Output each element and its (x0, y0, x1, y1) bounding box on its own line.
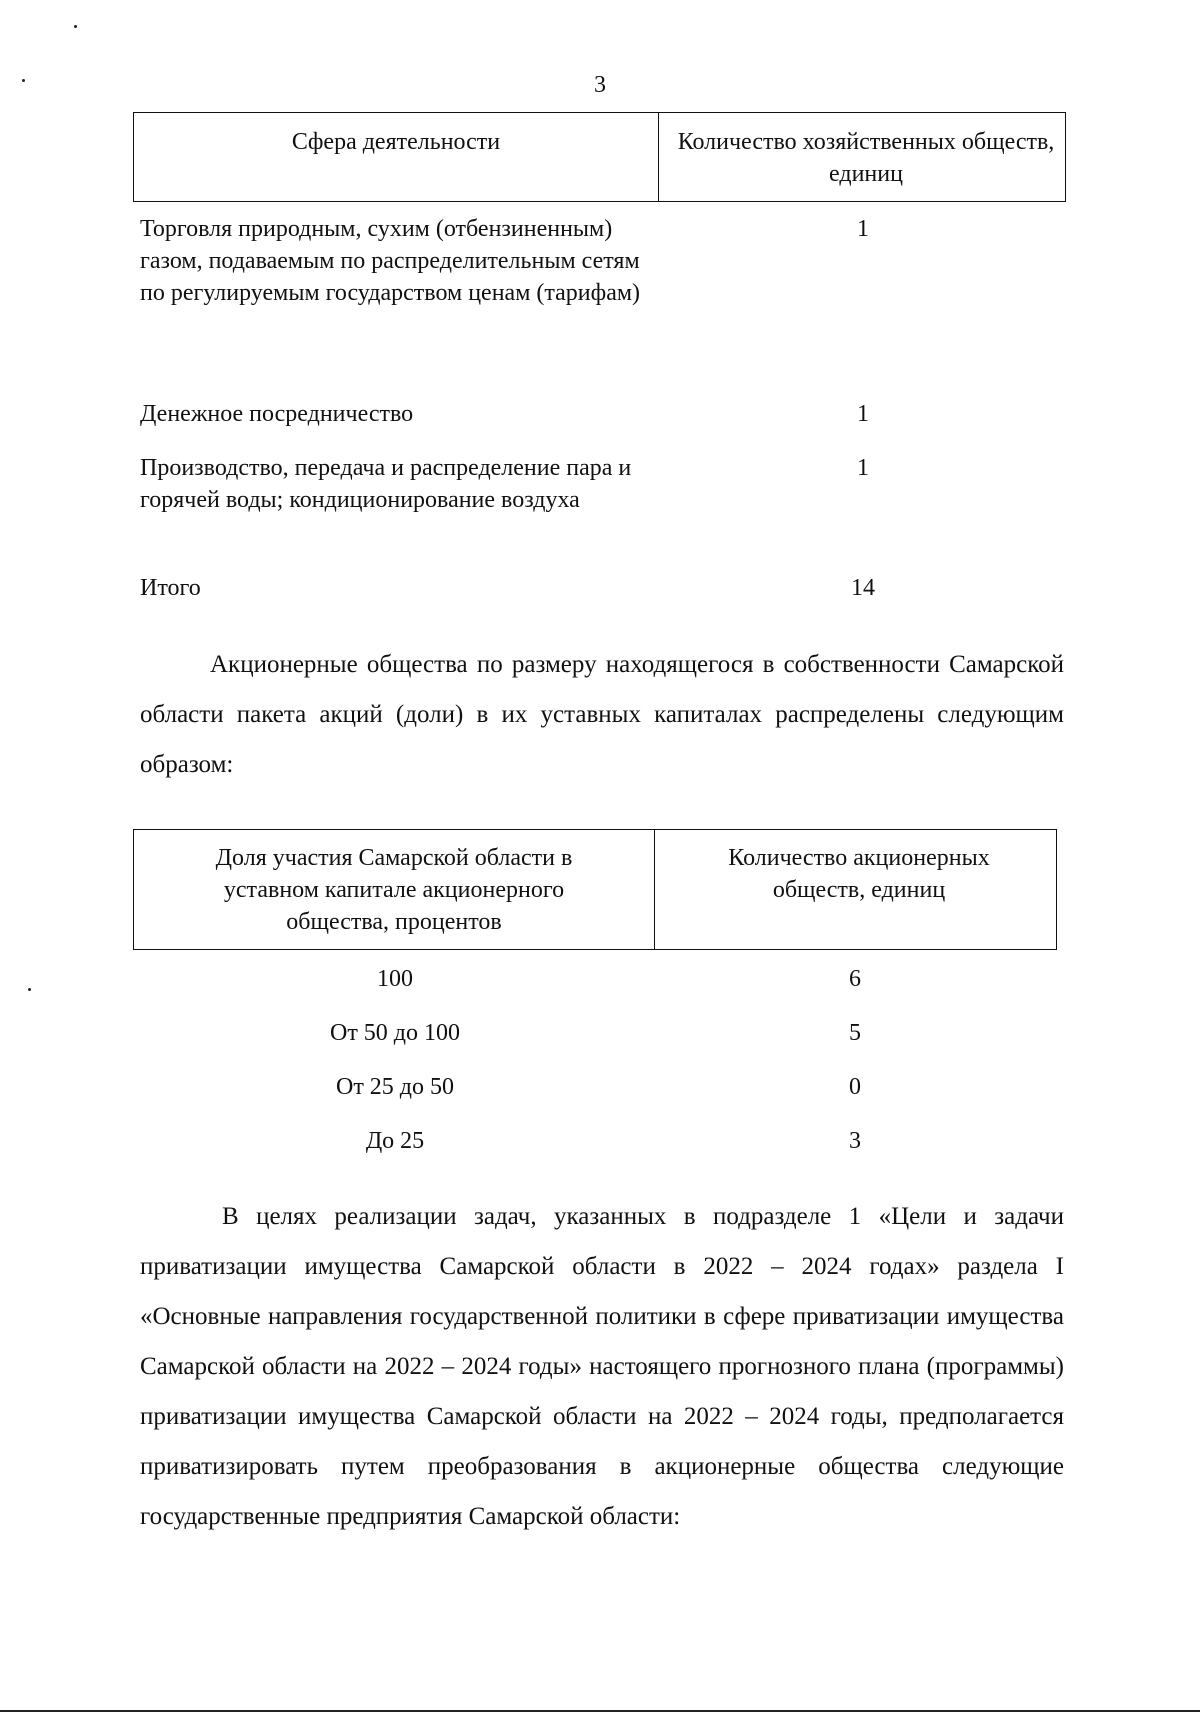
paragraph-privatization-plan: В целях реализации задач, указанных в подразделе 1 «Цели и задачи приватизации имущества Самарской области в 2022 – 2024 годах» раздела I «Основные направления государственной политики в сфере приватизации имущества Самарской области на 2022 – 2024 годы» настоящего прогнозного плана (программы) приватизации имущества Самарской области на 2022 – 2024 годы, предполагается приватизировать путем преобразования в акционерные общества следующие государственные предприятия Самарской области: (140, 1203, 1064, 1530)
table2-row-count: 5 (849, 1020, 861, 1046)
page-number: 3 (594, 72, 606, 98)
table1-row-count: 1 (857, 401, 869, 427)
table2-row-share: До 25 (365, 1128, 425, 1154)
table1-header-sphere: Сфера деятельности (291, 129, 501, 155)
table2-row-count: 6 (849, 966, 861, 992)
scan-speck (22, 79, 25, 82)
table2-header-count: Количество акционерных обществ, единиц (728, 845, 990, 903)
table1-row-sphere: Торговля природным, сухим (отбензиненным) газом, подаваемым по распределительным сетям по регулируемым государством ценам (тарифам) (140, 216, 641, 306)
table2-row-share: 100 (377, 966, 413, 992)
table2-header (133, 829, 1057, 950)
table1-total-label: Итого (140, 575, 201, 601)
table1-header-count: Количество хозяйственных обществ, единиц (677, 129, 1055, 187)
table2-row-share: От 50 до 100 (329, 1020, 461, 1046)
table1-row-count: 1 (857, 455, 869, 481)
paragraph-shares-intro: Акционерные общества по размеру находящегося в собственности Самарской области пакета акций (доли) в их уставных капиталах распределены следующим образом: (140, 651, 1064, 778)
table2-row-share: От 25 до 50 (335, 1074, 455, 1100)
scan-speck (74, 25, 77, 28)
table1-row-sphere: Денежное посредничество (140, 401, 414, 427)
scan-speck (28, 988, 31, 991)
table1-header (133, 112, 1066, 202)
table2-row-count: 0 (849, 1074, 861, 1100)
table1-row-sphere: Производство, передача и распределение пара и горячей воды; кондиционирование воздуха (140, 455, 632, 513)
table2-header-share: Доля участия Самарской области в уставном капитале акционерного общества, процентов (215, 845, 573, 935)
bottom-edge-line (0, 1710, 1200, 1712)
table1-total-count: 14 (851, 575, 875, 601)
table2-row-count: 3 (849, 1128, 861, 1154)
table1-row-count: 1 (857, 216, 869, 242)
